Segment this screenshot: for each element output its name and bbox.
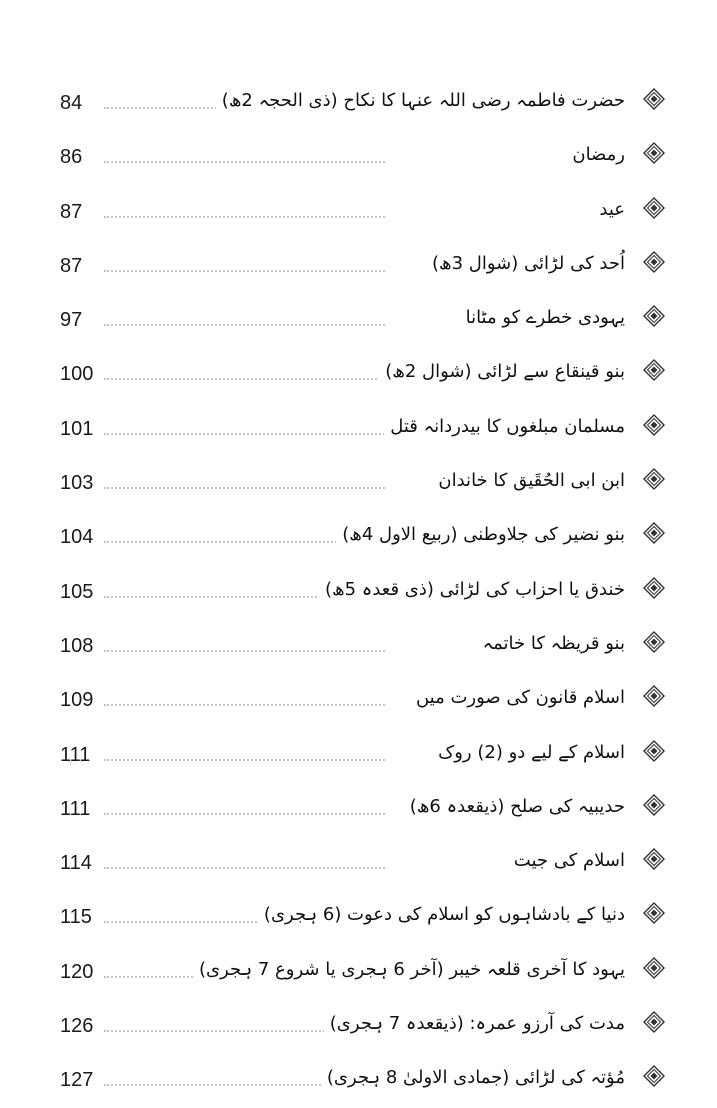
toc-page-number: 111 (60, 797, 91, 820)
toc-entry[interactable] (0, 1053, 717, 1107)
diamond-bullet-icon (643, 468, 665, 490)
toc-entry[interactable] (0, 293, 717, 347)
toc-entry-title: ابن ابی الحُقَیق کا خاندان (432, 466, 625, 496)
toc-entry-title: بنو قینقاع سے لڑائی (شوال 2ھ) (379, 357, 625, 387)
toc-page-number: 84 (60, 92, 83, 114)
toc-page-number: 97 (60, 309, 83, 332)
toc-entry[interactable] (0, 836, 717, 890)
toc-entry-title: حضرت فاطمہ رضی اللہ عنہا کا نکاح (ذی الحجہ 2ھ) (216, 86, 625, 116)
diamond-bullet-icon (643, 794, 665, 816)
toc-entry-title: یہود کا آخری قلعہ خیبر (آخر 6 ہجری یا شروع 7 ہجری) (193, 955, 625, 985)
diamond-bullet-icon (643, 414, 665, 436)
dot-leader (104, 811, 385, 815)
toc-page-number: 101 (60, 417, 94, 440)
toc-page-number: 120 (60, 960, 94, 983)
toc-page-number: 111 (60, 743, 91, 766)
diamond-bullet-icon (643, 740, 665, 762)
diamond-bullet-icon (643, 577, 665, 599)
toc-entry-title: اُحد کی لڑائی (شوال 3ھ) (426, 249, 625, 279)
toc-entry[interactable] (0, 402, 717, 456)
toc-entry[interactable] (0, 185, 717, 239)
diamond-bullet-icon (643, 1011, 665, 1033)
toc-page-number: 87 (60, 254, 83, 277)
diamond-bullet-icon (643, 305, 665, 327)
diamond-bullet-icon (643, 1065, 665, 1087)
toc-entry[interactable] (0, 999, 717, 1053)
toc-entry[interactable] (0, 619, 717, 673)
toc-page-number: 87 (60, 200, 83, 223)
dot-leader (104, 431, 385, 435)
diamond-bullet-icon (643, 902, 665, 924)
table-of-contents (0, 76, 717, 1108)
diamond-bullet-icon (643, 957, 665, 979)
dot-leader (104, 376, 385, 380)
dot-leader (104, 702, 385, 706)
toc-entry-title: رمضان (566, 140, 625, 170)
toc-entry-title: مدت کی آرزو عمرہ: (ذیقعدہ 7 ہجری) (324, 1009, 625, 1039)
dot-leader (104, 159, 385, 163)
toc-entry[interactable] (0, 782, 717, 836)
toc-entry-title: اسلام کی جیت (508, 846, 625, 876)
diamond-bullet-icon (643, 522, 665, 544)
toc-entry-title: اسلام کے لیے دو (2) روک (432, 738, 625, 768)
toc-page-number: 127 (60, 1069, 94, 1092)
toc-entry[interactable] (0, 347, 717, 401)
toc-entry-title: حدیبیہ کی صلح (ذیقعدہ 6ھ) (404, 792, 625, 822)
toc-entry-title: دنیا کے بادشاہوں کو اسلام کی دعوت (6 ہجری) (258, 900, 625, 930)
toc-page-number: 115 (60, 906, 92, 929)
diamond-bullet-icon (643, 251, 665, 273)
toc-entry-title: بنو نضیر کی جلاوطنی (ربیع الاول 4ھ) (336, 520, 625, 550)
diamond-bullet-icon (643, 197, 665, 219)
toc-entry-title: یہودی خطرے کو مٹانا (460, 303, 625, 333)
toc-entry-title: عید (593, 195, 625, 225)
toc-entry[interactable] (0, 456, 717, 510)
toc-entry[interactable] (0, 728, 717, 782)
toc-entry[interactable] (0, 510, 717, 564)
diamond-bullet-icon (643, 88, 665, 110)
dot-leader (104, 757, 385, 761)
toc-entry[interactable] (0, 890, 717, 944)
dot-leader (104, 322, 385, 326)
dot-leader (104, 865, 385, 869)
diamond-bullet-icon (643, 848, 665, 870)
dot-leader (104, 648, 385, 652)
toc-page-number: 86 (60, 146, 83, 169)
toc-page-number: 100 (60, 363, 94, 386)
toc-entry[interactable] (0, 565, 717, 619)
toc-page-number: 108 (60, 634, 94, 657)
toc-page-number: 114 (60, 852, 92, 875)
toc-page-number: 109 (60, 689, 94, 712)
toc-entry-title: مُؤتہ کی لڑائی (جمادی الاولیٰ 8 ہجری) (321, 1063, 625, 1093)
dot-leader (104, 485, 385, 489)
toc-entry[interactable] (0, 76, 717, 130)
diamond-bullet-icon (643, 142, 665, 164)
toc-entry[interactable] (0, 945, 717, 999)
toc-entry-title: بنو قریظہ کا خاتمہ (477, 629, 625, 659)
toc-entry[interactable] (0, 239, 717, 293)
toc-entry-title: اسلام قانون کی صورت میں (410, 683, 625, 713)
toc-entry[interactable] (0, 130, 717, 184)
toc-page-number: 104 (60, 526, 94, 549)
toc-entry[interactable] (0, 673, 717, 727)
diamond-bullet-icon (643, 685, 665, 707)
toc-page-number: 126 (60, 1015, 94, 1038)
toc-page-number: 103 (60, 472, 94, 495)
toc-page-number: 105 (60, 580, 94, 603)
diamond-bullet-icon (643, 631, 665, 653)
toc-entry-title: خندق یا احزاب کی لڑائی (ذی قعدہ 5ھ) (319, 575, 625, 605)
diamond-bullet-icon (643, 359, 665, 381)
dot-leader (104, 214, 385, 218)
dot-leader (104, 268, 385, 272)
toc-entry-title: مسلمان مبلغوں کا بیدردانہ قتل (384, 412, 625, 442)
